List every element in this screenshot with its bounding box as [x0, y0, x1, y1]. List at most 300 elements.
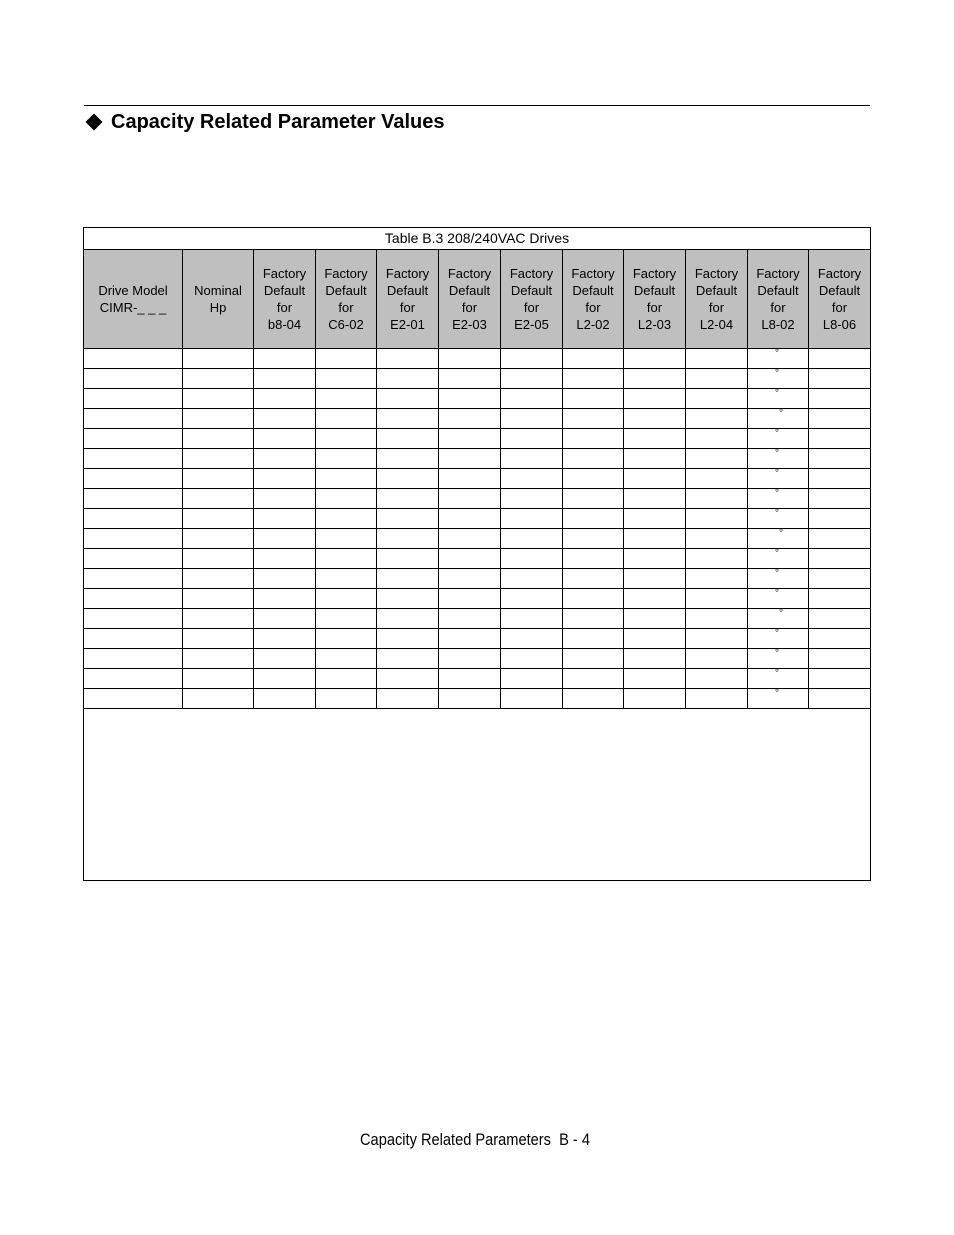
table-cell — [748, 449, 809, 468]
table-cell — [624, 449, 686, 468]
degree-mark: ° — [775, 648, 779, 659]
table-cell — [686, 629, 748, 648]
table-cell — [254, 609, 316, 628]
table-cell — [748, 509, 809, 528]
table-cell — [439, 569, 501, 588]
table-cell — [84, 609, 183, 628]
header-text: Factory — [509, 266, 554, 281]
header-text: Default — [572, 283, 614, 298]
table-cell — [439, 389, 501, 408]
degree-mark: ° — [775, 468, 779, 479]
table-cell — [748, 469, 809, 488]
table-cell — [183, 469, 254, 488]
table-cell — [624, 369, 686, 388]
table-cell — [316, 429, 377, 448]
table-cell — [748, 609, 809, 628]
header-text: Default — [757, 283, 799, 298]
table-row — [84, 489, 870, 509]
table-cell — [183, 669, 254, 688]
table-cell — [183, 389, 254, 408]
table-cell — [84, 669, 183, 688]
section-heading — [86, 110, 445, 134]
degree-mark: ° — [779, 528, 783, 539]
table-cell — [686, 429, 748, 448]
header-cell — [686, 250, 748, 348]
top-rule — [84, 105, 870, 106]
table-row — [84, 509, 870, 529]
table-cell — [84, 409, 183, 428]
table-row — [84, 369, 870, 389]
table-cell — [183, 489, 254, 508]
header-cell — [84, 250, 183, 348]
table-cell — [501, 669, 563, 688]
table-cell — [624, 649, 686, 668]
table-caption: Table B.3 208/240VAC Drives — [84, 228, 870, 250]
table-row — [84, 409, 870, 429]
header-text: CIMR-_ _ _ — [99, 300, 167, 315]
table-cell — [377, 369, 439, 388]
header-text: Default — [263, 283, 306, 298]
table-cell — [624, 689, 686, 708]
table-cell — [686, 349, 748, 368]
table-cell — [439, 409, 501, 428]
header-text: Drive Model — [98, 283, 168, 298]
table-cell — [254, 669, 316, 688]
table-cell — [748, 689, 809, 708]
header-text: for — [708, 300, 725, 315]
table-cell — [254, 589, 316, 608]
header-text: Factory — [632, 266, 677, 281]
table-cell — [624, 389, 686, 408]
header-text: for — [831, 300, 848, 315]
header-text: Default — [448, 283, 491, 298]
degree-mark: ° — [775, 368, 779, 379]
header-text: for — [770, 300, 786, 315]
table-cell — [254, 689, 316, 708]
table-cell — [254, 389, 316, 408]
table-cell — [183, 569, 254, 588]
header-cell — [501, 250, 563, 348]
table-cell — [809, 349, 870, 368]
table-cell — [183, 429, 254, 448]
table-cell — [624, 469, 686, 488]
table-cell — [439, 369, 501, 388]
table-cell — [439, 509, 501, 528]
table-cell — [809, 589, 870, 608]
table-cell — [748, 529, 809, 548]
header-cell — [316, 250, 377, 348]
header-text: Default — [386, 283, 429, 298]
table-cell — [377, 669, 439, 688]
header-text: Factory — [385, 266, 430, 281]
table-cell — [563, 409, 624, 428]
table-cell — [624, 429, 686, 448]
table-cell — [809, 429, 870, 448]
table-cell — [501, 569, 563, 588]
header-cell — [183, 250, 254, 348]
table-cell — [254, 449, 316, 468]
table-cell — [809, 469, 870, 488]
table-cell — [686, 389, 748, 408]
header-text: Default — [510, 283, 553, 298]
header-text: Factory — [262, 266, 307, 281]
table-cell — [748, 629, 809, 648]
table-cell — [316, 389, 377, 408]
header-text: for — [338, 300, 354, 315]
table-cell — [84, 629, 183, 648]
table-cell — [563, 589, 624, 608]
table-cell — [501, 349, 563, 368]
table-cell — [624, 669, 686, 688]
table-cell — [183, 689, 254, 708]
table-cell — [183, 369, 254, 388]
header-text: Default — [325, 283, 367, 298]
table-cell — [439, 469, 501, 488]
header-text: for — [399, 300, 416, 315]
header-text: for — [646, 300, 663, 315]
table-row — [84, 589, 870, 609]
table-cell — [439, 429, 501, 448]
table-cell — [686, 689, 748, 708]
degree-mark: ° — [775, 568, 779, 579]
table-cell — [377, 509, 439, 528]
table-cell — [183, 409, 254, 428]
table-cell — [439, 629, 501, 648]
table-cell — [377, 469, 439, 488]
table-cell — [809, 449, 870, 468]
table-cell — [377, 589, 439, 608]
table-cell — [686, 529, 748, 548]
table-cell — [183, 349, 254, 368]
table-cell — [748, 369, 809, 388]
table-cell — [84, 689, 183, 708]
degree-mark: ° — [779, 608, 783, 619]
table-cell — [377, 569, 439, 588]
table-cell — [686, 509, 748, 528]
table-cell — [84, 449, 183, 468]
header-text: b8-04 — [267, 317, 302, 332]
table-cell — [316, 369, 377, 388]
table-cell — [624, 549, 686, 568]
parameter-table — [83, 227, 871, 881]
table-cell — [563, 369, 624, 388]
table-cell — [254, 629, 316, 648]
table-cell — [316, 609, 377, 628]
table-cell — [809, 629, 870, 648]
header-text: E2-03 — [452, 317, 487, 332]
table-cell — [439, 549, 501, 568]
table-cell — [686, 589, 748, 608]
table-body — [84, 349, 870, 709]
table-cell — [254, 489, 316, 508]
table-cell — [377, 689, 439, 708]
header-text: E2-05 — [514, 317, 549, 332]
table-cell — [748, 389, 809, 408]
table-cell — [809, 369, 870, 388]
table-row — [84, 429, 870, 449]
table-cell — [809, 609, 870, 628]
table-cell — [624, 409, 686, 428]
table-header-row — [84, 250, 870, 349]
table-cell — [624, 509, 686, 528]
table-cell — [254, 369, 316, 388]
table-cell — [183, 529, 254, 548]
table-cell — [501, 589, 563, 608]
header-text: Nominal — [194, 283, 242, 298]
header-cell — [624, 250, 686, 348]
header-text: Factory — [571, 266, 615, 281]
table-cell — [686, 369, 748, 388]
table-cell — [316, 689, 377, 708]
table-cell — [254, 469, 316, 488]
table-cell — [563, 509, 624, 528]
table-cell — [316, 349, 377, 368]
table-cell — [563, 669, 624, 688]
table-cell — [748, 489, 809, 508]
table-cell — [748, 549, 809, 568]
table-row — [84, 449, 870, 469]
table-cell — [501, 649, 563, 668]
table-cell — [563, 389, 624, 408]
table-cell — [377, 409, 439, 428]
table-cell — [183, 549, 254, 568]
table-cell — [748, 669, 809, 688]
table-cell — [501, 549, 563, 568]
header-text: Default — [818, 283, 861, 298]
table-cell — [377, 609, 439, 628]
table-cell — [377, 349, 439, 368]
header-text: Hp — [209, 300, 227, 315]
table-cell — [501, 369, 563, 388]
table-row — [84, 609, 870, 629]
diamond-bullet-icon — [86, 114, 103, 131]
table-cell — [84, 569, 183, 588]
table-cell — [563, 549, 624, 568]
degree-mark: ° — [775, 428, 779, 439]
header-text: C6-02 — [328, 317, 364, 332]
table-cell — [563, 449, 624, 468]
table-cell — [439, 489, 501, 508]
header-cell — [563, 250, 624, 348]
table-row — [84, 389, 870, 409]
header-text: Factory — [324, 266, 368, 281]
table-cell — [439, 349, 501, 368]
table-cell — [563, 489, 624, 508]
section-title: Capacity Related Parameter Values — [111, 110, 445, 133]
table-cell — [809, 389, 870, 408]
header-cell — [439, 250, 501, 348]
table-cell — [84, 549, 183, 568]
table-cell — [377, 529, 439, 548]
header-text: Default — [695, 283, 738, 298]
table-cell — [624, 609, 686, 628]
table-cell — [316, 409, 377, 428]
header-cell — [809, 250, 870, 348]
table-cell — [84, 649, 183, 668]
table-cell — [563, 629, 624, 648]
table-cell — [748, 589, 809, 608]
table-cell — [84, 489, 183, 508]
table-cell — [563, 529, 624, 548]
degree-mark: ° — [775, 388, 779, 399]
table-cell — [809, 409, 870, 428]
table-cell — [439, 649, 501, 668]
table-cell — [377, 429, 439, 448]
table-cell — [563, 429, 624, 448]
table-cell — [748, 649, 809, 668]
table-cell — [686, 569, 748, 588]
header-text: L2-04 — [699, 317, 734, 332]
table-cell — [377, 549, 439, 568]
degree-mark: ° — [775, 548, 779, 559]
header-cell — [254, 250, 316, 348]
degree-mark: ° — [775, 348, 779, 359]
header-text: E2-01 — [390, 317, 425, 332]
table-cell — [563, 649, 624, 668]
header-text: for — [276, 300, 293, 315]
header-text: Default — [633, 283, 676, 298]
table-cell — [501, 409, 563, 428]
table-cell — [809, 549, 870, 568]
table-cell — [84, 349, 183, 368]
table-cell — [84, 429, 183, 448]
table-cell — [439, 589, 501, 608]
table-cell — [501, 449, 563, 468]
table-cell — [809, 649, 870, 668]
table-cell — [316, 529, 377, 548]
table-cell — [563, 609, 624, 628]
table-row — [84, 469, 870, 489]
table-cell — [316, 629, 377, 648]
header-text: Factory — [447, 266, 492, 281]
table-cell — [686, 649, 748, 668]
table-cell — [563, 349, 624, 368]
header-text: Factory — [694, 266, 739, 281]
table-cell — [84, 589, 183, 608]
table-cell — [501, 429, 563, 448]
table-cell — [183, 609, 254, 628]
table-cell — [183, 629, 254, 648]
header-text: for — [523, 300, 540, 315]
table-cell — [686, 669, 748, 688]
table-cell — [624, 629, 686, 648]
table-row — [84, 569, 870, 589]
header-text: Factory — [817, 266, 862, 281]
table-cell — [316, 509, 377, 528]
table-cell — [254, 569, 316, 588]
table-cell — [809, 529, 870, 548]
table-cell — [809, 689, 870, 708]
table-cell — [809, 489, 870, 508]
table-cell — [316, 489, 377, 508]
table-cell — [686, 449, 748, 468]
table-row — [84, 349, 870, 369]
table-cell — [183, 589, 254, 608]
table-cell — [624, 349, 686, 368]
degree-mark: ° — [775, 588, 779, 599]
table-cell — [254, 429, 316, 448]
degree-mark: ° — [775, 628, 779, 639]
table-cell — [183, 509, 254, 528]
table-cell — [439, 609, 501, 628]
table-cell — [501, 529, 563, 548]
table-cell — [624, 489, 686, 508]
header-text: L2-02 — [576, 317, 610, 332]
table-cell — [316, 449, 377, 468]
table-cell — [84, 509, 183, 528]
header-text: L8-06 — [822, 317, 857, 332]
table-cell — [254, 509, 316, 528]
degree-mark: ° — [775, 688, 779, 699]
table-cell — [183, 449, 254, 468]
table-cell — [439, 529, 501, 548]
table-cell — [686, 409, 748, 428]
table-cell — [84, 369, 183, 388]
table-cell — [809, 669, 870, 688]
table-row — [84, 549, 870, 569]
table-cell — [316, 589, 377, 608]
header-text: for — [461, 300, 478, 315]
table-cell — [377, 489, 439, 508]
degree-mark: ° — [775, 488, 779, 499]
table-cell — [501, 469, 563, 488]
table-cell — [316, 649, 377, 668]
header-cell — [748, 250, 809, 348]
table-cell — [439, 669, 501, 688]
table-cell — [377, 649, 439, 668]
table-cell — [439, 449, 501, 468]
table-cell — [501, 689, 563, 708]
table-cell — [316, 569, 377, 588]
table-cell — [624, 569, 686, 588]
table-cell — [254, 649, 316, 668]
table-cell — [254, 529, 316, 548]
table-cell — [624, 529, 686, 548]
table-cell — [563, 569, 624, 588]
table-cell — [686, 609, 748, 628]
table-cell — [254, 549, 316, 568]
table-cell — [686, 489, 748, 508]
table-cell — [84, 469, 183, 488]
table-cell — [501, 629, 563, 648]
table-cell — [316, 469, 377, 488]
table-cell — [316, 549, 377, 568]
table-cell — [748, 349, 809, 368]
table-cell — [748, 429, 809, 448]
table-cell — [377, 389, 439, 408]
table-cell — [501, 489, 563, 508]
header-text: for — [585, 300, 601, 315]
header-cell — [377, 250, 439, 348]
table-cell — [686, 469, 748, 488]
table-cell — [501, 389, 563, 408]
degree-mark: ° — [775, 448, 779, 459]
table-cell — [377, 629, 439, 648]
table-cell — [316, 669, 377, 688]
table-cell — [748, 569, 809, 588]
table-cell — [809, 509, 870, 528]
table-cell — [377, 449, 439, 468]
header-text: Factory — [756, 266, 800, 281]
degree-mark: ° — [775, 668, 779, 679]
table-cell — [748, 409, 809, 428]
table-cell — [183, 649, 254, 668]
header-text: L8-02 — [761, 317, 795, 332]
table-cell — [563, 689, 624, 708]
table-cell — [563, 469, 624, 488]
table-cell — [84, 529, 183, 548]
table-cell — [439, 689, 501, 708]
